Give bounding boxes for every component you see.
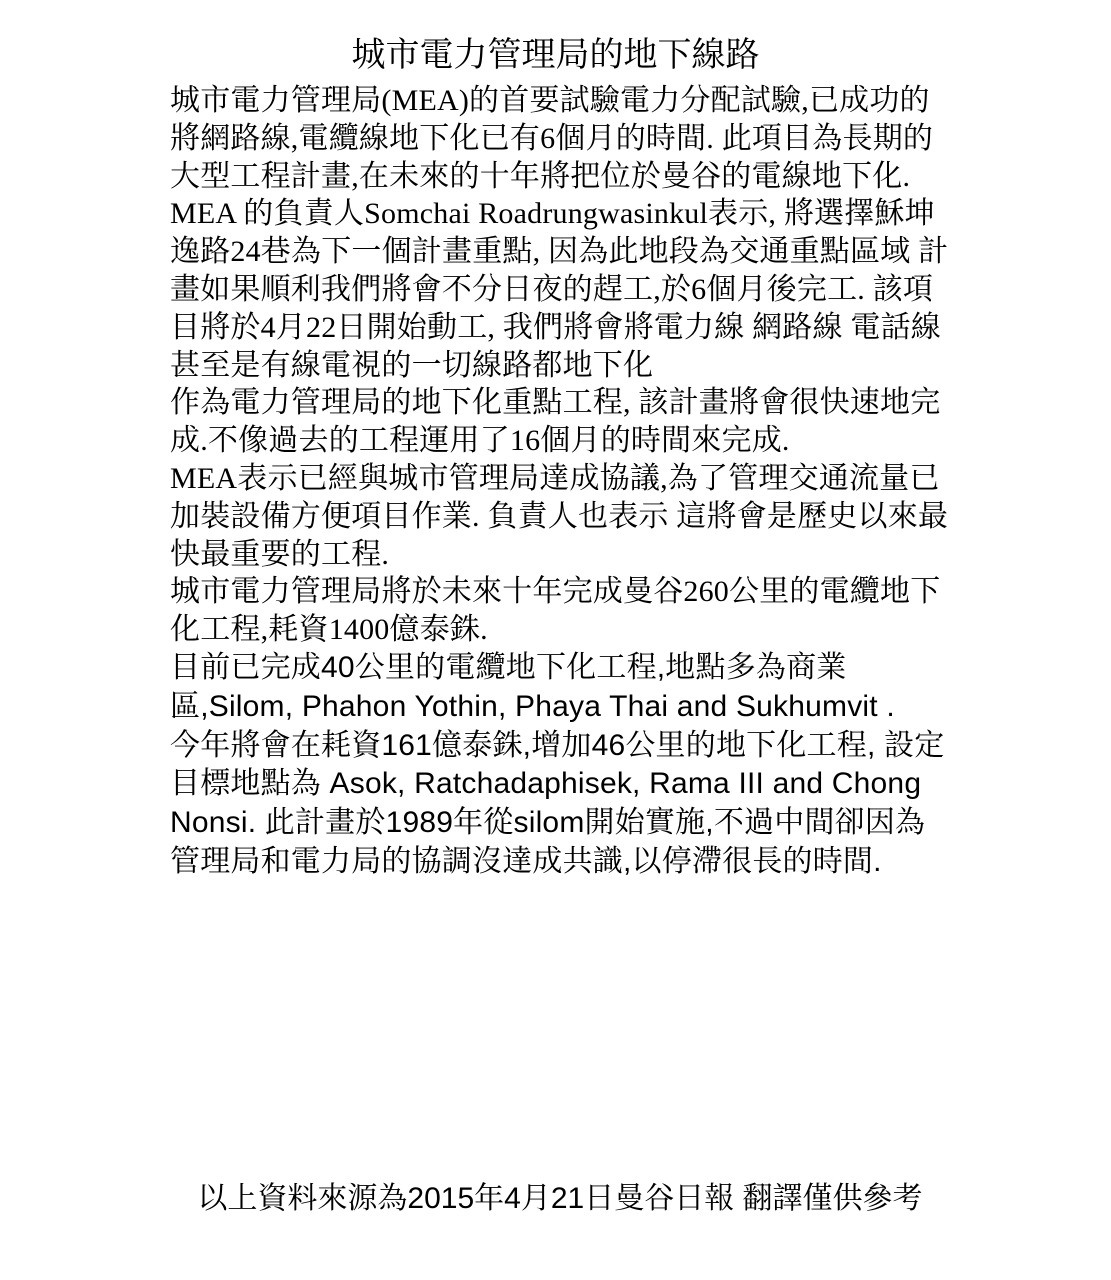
article-body — [170, 82, 950, 882]
paragraph-mea-statement: MEA 的負責人Somchai Roadrungwasinkul表示, 將選擇穌坤逸路24巷為下一個計畫重點, 因為此地段為交通重點區域 計畫如果順利我們將會不分日夜的趕工,於6個月後完工. 該項目將於4月22日開始動工, 我們將會將電力線 網路線 電話線 甚至是有線電視的一切線路都地下化 — [170, 197, 949, 382]
page-title: 城市電力管理局的地下線路 — [351, 35, 760, 75]
source-note: 以上資料來源為2015年4月21日曼谷日報 翻譯僅供參考 — [197, 1182, 923, 1215]
paragraph-agreement: MEA表示已經與城市管理局達成協議,為了管理交通流量已加裝設備方便項目作業. 負責人也表示 這將會是歷史以來最快最重要的工程. — [170, 461, 949, 571]
paragraph-key-project: 作為電力管理局的地下化重點工程, 該計畫將會很快速地完成.不像過去的工程運用了16個月的時間來完成. — [170, 386, 941, 458]
paragraph-intro: 城市電力管理局(MEA)的首要試驗電力分配試驗,已成功的將網路線,電纜線地下化已有6個月的時間. 此項目為長期的大型工程計畫,在未來的十年將把位於曼谷的電線地下化. — [170, 84, 934, 193]
paragraph-this-year: 今年將會在耗資161億泰銖,增加46公里的地下化工程, 設定目標地點為 Asok, Ratchadaphisek, Rama III and Chong Nonsi. 此計畫於1989年從silom開始實施,不過中間卻因為管理局和電力局的協調沒達成共識,以停滯很長的時間. — [170, 728, 945, 878]
paragraph-completed-areas: 目前已完成40公里的電纜地下化工程,地點多為商業區,Silom, Phahon Yothin, Phaya Thai and Sukhumvit . — [170, 650, 895, 723]
paragraph-ten-year-plan: 城市電力管理局將於未來十年完成曼谷260公里的電纜地下化工程,耗資1400億泰銖. — [170, 575, 941, 647]
